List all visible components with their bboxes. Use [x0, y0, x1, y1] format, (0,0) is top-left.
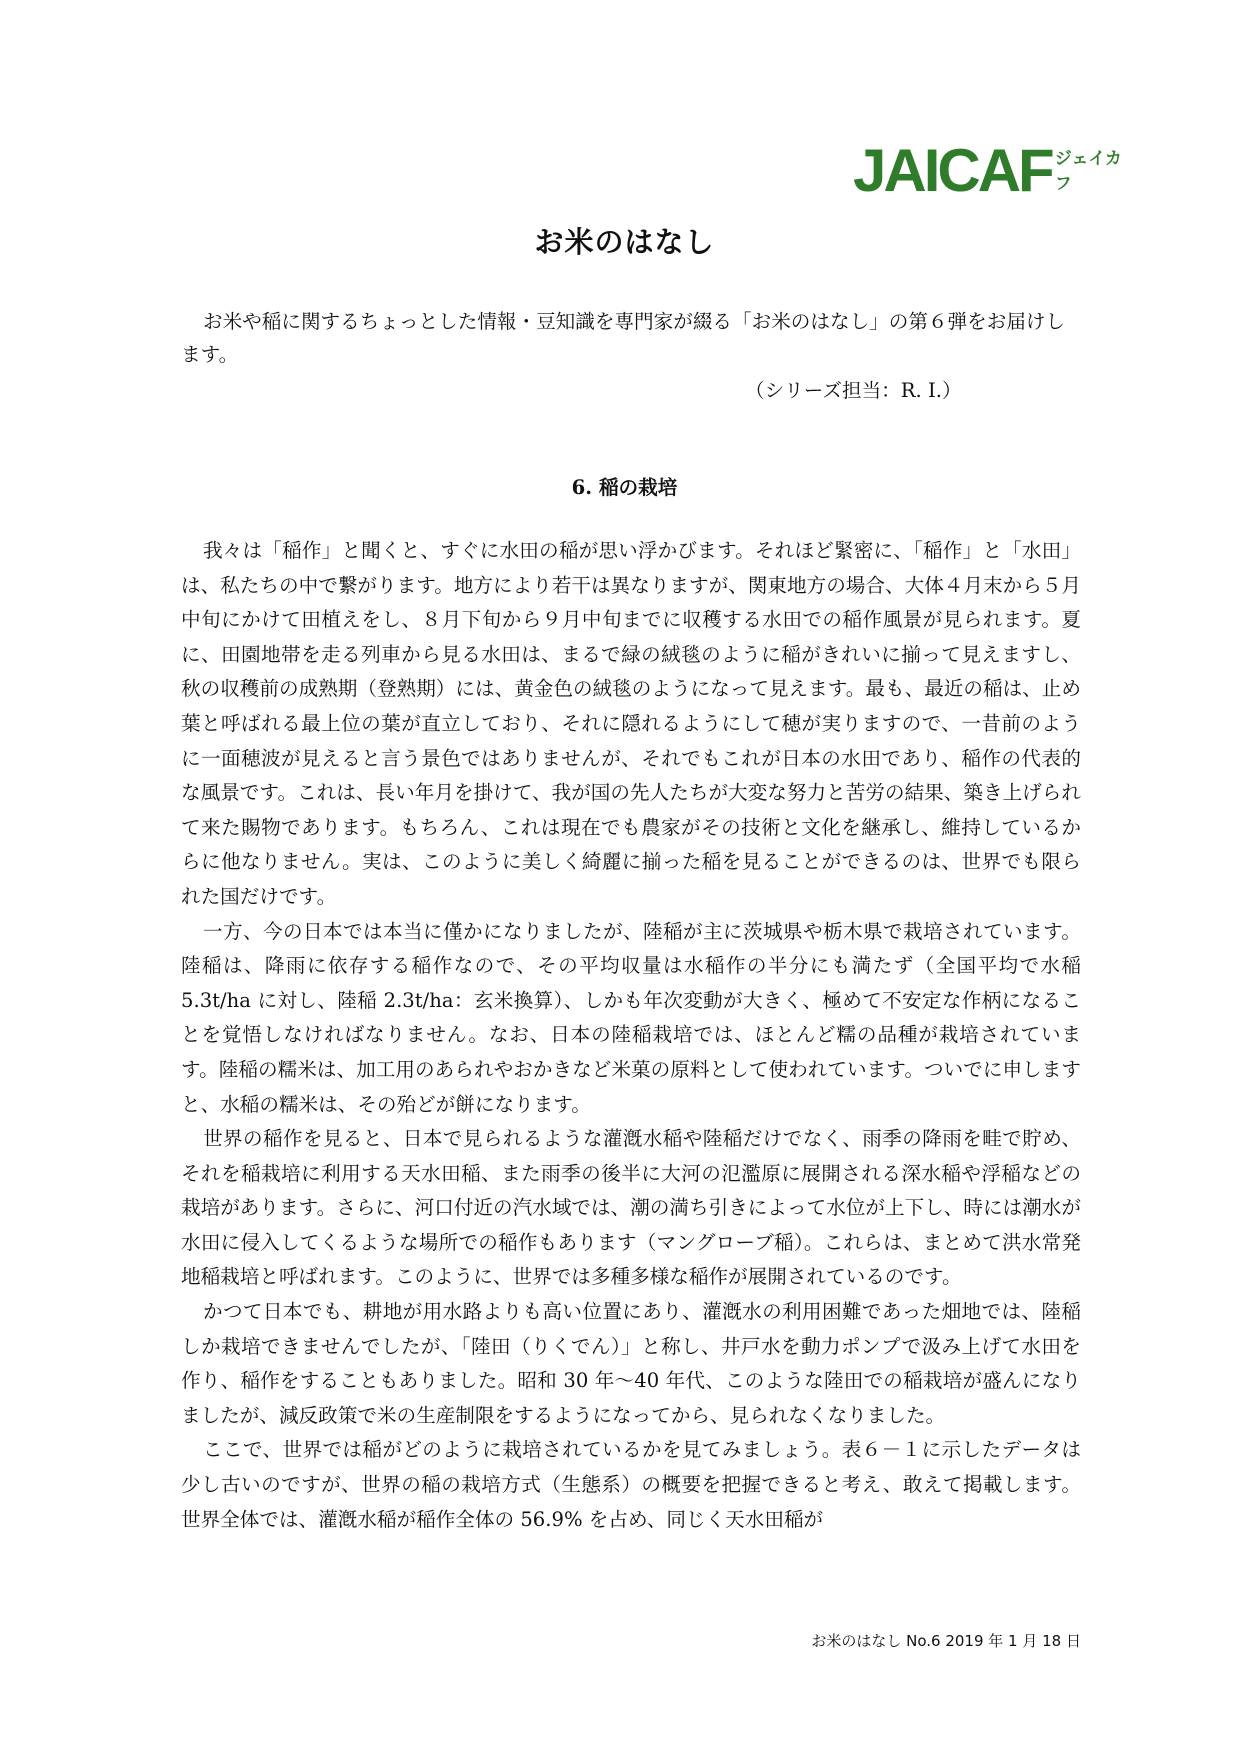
logo-wordmark: JAICAF	[853, 137, 1052, 204]
paragraph: 一方、今の日本では本当に僅かになりましたが、陸稲が主に茨城県や栃木県で栽培されています。陸稲は、降雨に依存する稲作なので、その平均収量は水稲作の半分にも満たず（全国平均で水稲 5.3t/ha に対し、陸稲 2.3t/ha：玄米換算）、しかも年次変動が大きく、極めて不安定な作柄になることを覚悟しなければなりません。なお、日本の陸稲栽培では、ほとんど糯の品種が栽培されています。陸稲の糯米は、加工用のあられやおかきなど米菓の原料として使われています。ついでに申しますと、水稲の糯米は、その殆どが餅になります。	[181, 919, 1081, 1116]
logo-katakana: ジェイカフ	[1054, 149, 1122, 194]
page-title: お米のはなし	[534, 225, 715, 259]
paragraph: 我々は「稲作」と聞くと、すぐに水田の稲が思い浮かびます。それほど緊密に、「稲作」と「水田」は、私たちの中で繋がります。地方により若干は異なりますが、関東地方の場合、大体４月末から５月中旬にかけて田植えをし、８月下旬から９月中旬までに収穫する水田での稲作風景が見られます。夏に、田園地帯を走る列車から見る水田は、まるで緑の絨毯のように稲がきれいに揃って見えますし、秋の収穫前の成熟期（登熟期）には、黄金色の絨毯のようになって見えます。最も、最近の稲は、止め葉と呼ばれる最上位の葉が直立しており、それに隠れるようにして穂が実りますので、一昔前のように一面穂波が見えると言う景色ではありませんが、それでもこれが日本の水田であり、稲作の代表的な風景です。これは、長い年月を掛けて、我が国の先人たちが大変な努力と苦労の結果、築き上げられて来た賜物であります。もちろん、これは現在でも農家がその技術と文化を継承し、維持しているからに他なりません。実は、このように美しく綺麗に揃った稲を見ることができるのは、世界でも限られた国だけです。	[181, 539, 1081, 908]
series-credit: （シリーズ担当：R. I.）	[745, 379, 962, 402]
paragraph: かつて日本でも、耕地が用水路よりも高い位置にあり、灌漑水の利用困難であった畑地では、陸稲しか栽培できませんでしたが、「陸田（りくでん）」と称し、井戸水を動力ポンプで汲み上げて水田を作り、稲作をすることもありました。昭和 30 年～40 年代、このような陸田での稲栽培が盛んになりましたが、減反政策で米の生産制限をするようになってから、見られなくなりました。	[181, 1300, 1081, 1427]
section-heading: 6. 稲の栽培	[571, 476, 678, 499]
paragraph: 世界の稲作を見ると、日本で見られるような灌漑水稲や陸稲だけでなく、雨季の降雨を畦で貯め、それを稲栽培に利用する天水田稲、また雨季の後半に大河の氾濫原に展開される深水稲や浮稲などの栽培があります。さらに、河口付近の汽水域では、潮の満ち引きによって水位が上下し、時には潮水が水田に侵入してくるような場所での稲作もあります（マングローブ稲）。これらは、まとめて洪水常発地稲栽培と呼ばれます。このように、世界では多種多様な稲作が展開されているのです。	[181, 1127, 1081, 1289]
intro-text: お米や稲に関するちょっとした情報・豆知識を専門家が綴る「お米のはなし」の第６弾をお届けします。	[181, 310, 1066, 366]
jaicaf-logo	[853, 134, 1123, 204]
page-footer: お米のはなし No.6 2019 年 1 月 18 日	[811, 1632, 1081, 1650]
article-body	[181, 534, 1081, 1537]
paragraph: ここで、世界では稲がどのように栽培されているかを見てみましょう。表６－１に示したデータは少し古いのですが、世界の稲の栽培方式（生態系）の概要を把握できると考え、敢えて掲載します。世界全体では、灌漑水稲が稲作全体の 56.9% を占め、同じく天水田稲が	[181, 1438, 1081, 1531]
